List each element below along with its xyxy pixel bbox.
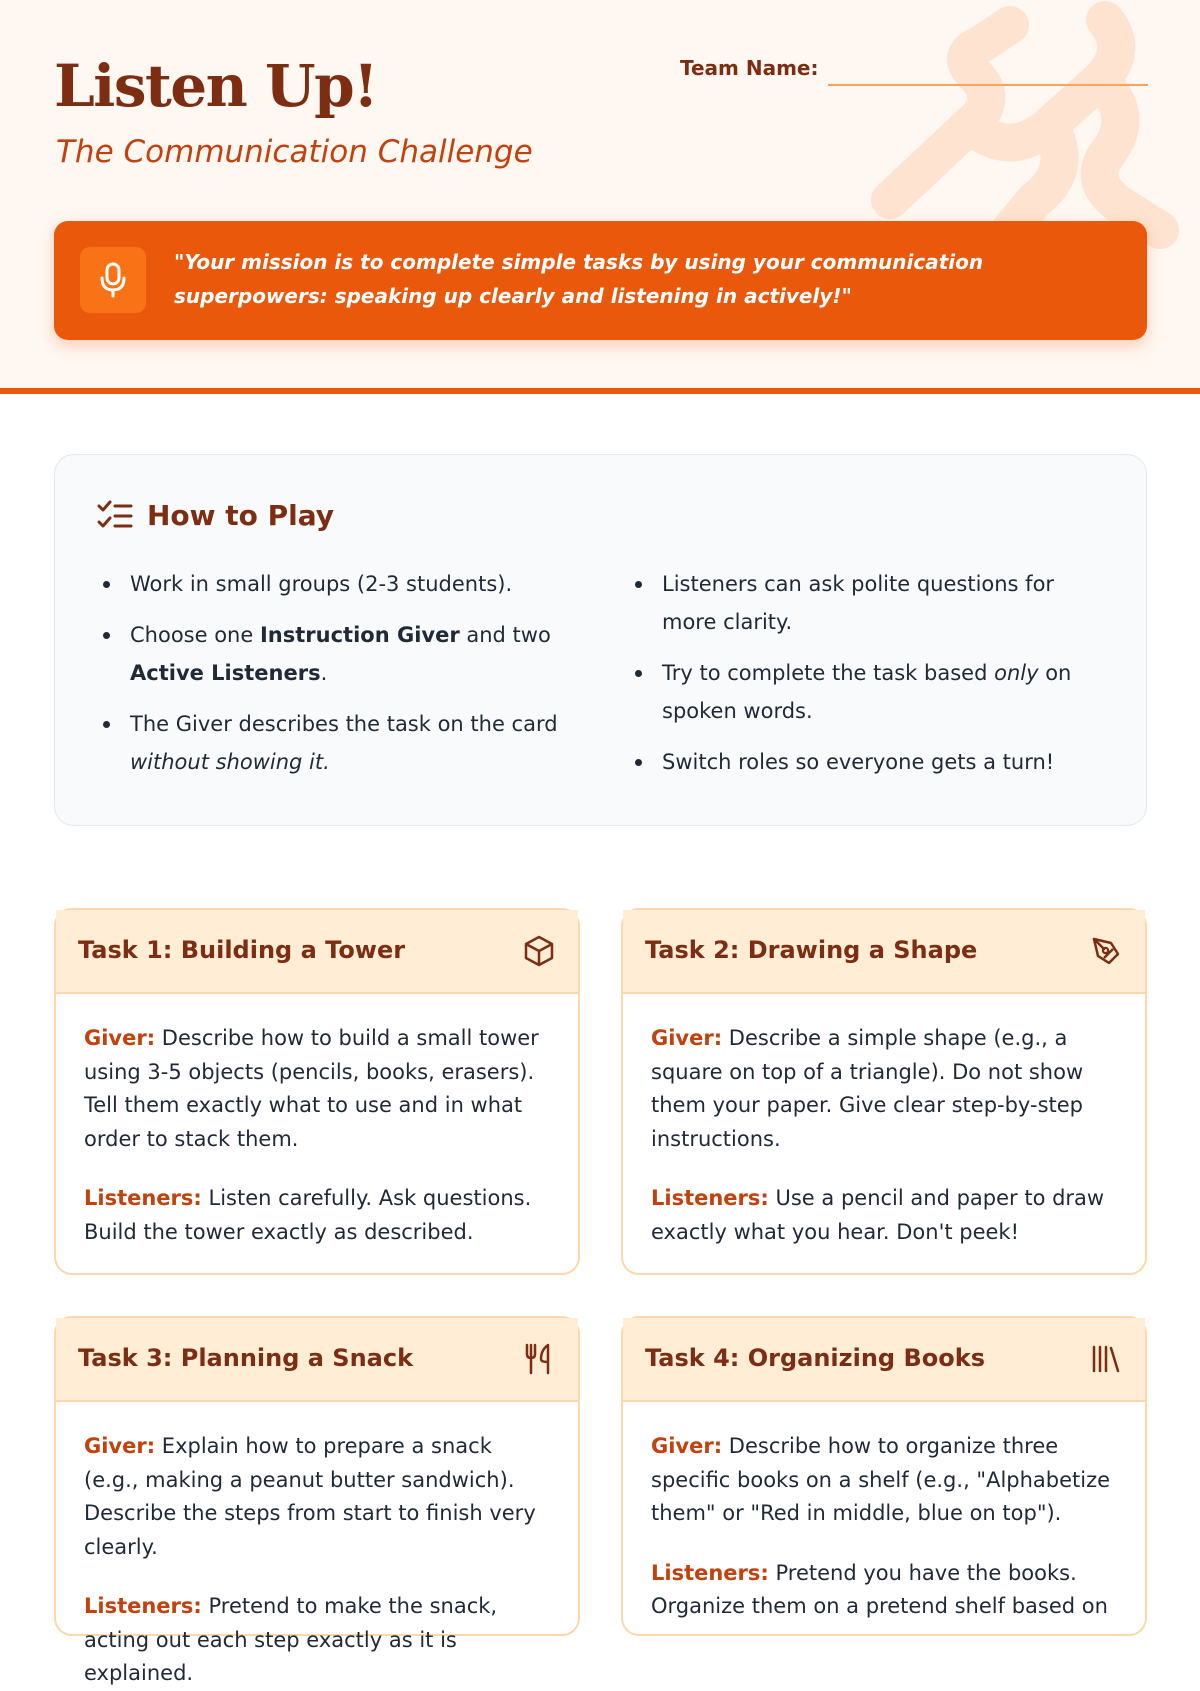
task-card-header <box>623 910 1145 994</box>
rule-item: Try to complete the task based only on spoken words. <box>632 654 1102 730</box>
task-card-3 <box>54 1316 580 1685</box>
task-title: Task 3: Planning a Snack <box>78 1344 414 1372</box>
task-card-2 <box>621 908 1147 1275</box>
rules-list-left <box>100 565 570 794</box>
task-body <box>623 994 1145 1249</box>
checklist-icon <box>97 500 133 532</box>
giver-instructions: Giver: Describe how to organize three specific books on a shelf (e.g., "Alphabetize them" or "Red in middle, blue on top"). <box>651 1434 1111 1525</box>
team-name-field[interactable] <box>828 84 1148 86</box>
task-card-header <box>56 1318 578 1402</box>
task-card-4 <box>621 1316 1147 1636</box>
team-name-label: Team Name: <box>680 56 819 80</box>
utensils-icon <box>522 1342 556 1376</box>
page-header <box>0 0 1200 394</box>
task-card-header <box>56 910 578 994</box>
listener-instructions: Listeners: Listen carefully. Ask questions. Build the tower exactly as described. <box>84 1186 532 1244</box>
giver-instructions: Giver: Explain how to prepare a snack (e.g., making a peanut butter sandwich). Describe the steps from start to finish very clearly. <box>84 1434 536 1559</box>
pen-nib-icon <box>1089 934 1123 968</box>
rule-item: Switch roles so everyone gets a turn! <box>632 743 1102 781</box>
task-card-header <box>623 1318 1145 1402</box>
puzzle-piece-icon <box>860 30 1190 240</box>
rules-list-right <box>632 565 1102 794</box>
rule-item: The Giver describes the task on the card without showing it. <box>100 705 570 781</box>
giver-instructions: Giver: Describe a simple shape (e.g., a square on top of a triangle). Do not show them your paper. Give clear step-by-step instructions. <box>651 1026 1084 1151</box>
task-body <box>56 1402 578 1691</box>
how-to-play-heading <box>97 499 334 532</box>
task-title: Task 1: Building a Tower <box>78 936 406 964</box>
rule-item: Listeners can ask polite questions for more clarity. <box>632 565 1102 641</box>
task-body <box>56 994 578 1249</box>
task-title: Task 4: Organizing Books <box>645 1344 985 1372</box>
giver-instructions: Giver: Describe how to build a small tower using 3-5 objects (pencils, books, erasers). Tell them exactly what to use and in what order to stack them. <box>84 1026 539 1151</box>
listener-instructions: Listeners: Pretend to make the snack, acting out each step exactly as it is explained. <box>84 1594 498 1685</box>
how-to-play-section <box>54 454 1147 826</box>
cube-icon <box>522 934 556 968</box>
page-title: Listen Up! <box>54 52 378 120</box>
how-to-play-title: How to Play <box>147 499 335 532</box>
listener-instructions: Listeners: Pretend you have the books. Organize them on a pretend shelf based on <box>651 1560 1108 1618</box>
page-subtitle: The Communication Challenge <box>56 134 533 170</box>
listener-instructions: Listeners: Use a pencil and paper to draw exactly what you hear. Don't peek! <box>651 1186 1105 1244</box>
task-card-1 <box>54 908 580 1275</box>
rule-item: Work in small groups (2-3 students). <box>100 565 570 603</box>
mission-quote: "Your mission is to complete simple tasks by using your communication superpowers: speaking up clearly and listening in actively!" <box>174 250 984 308</box>
mission-banner <box>54 221 1147 340</box>
task-title: Task 2: Drawing a Shape <box>645 936 978 964</box>
task-body <box>623 1402 1145 1624</box>
microphone-icon <box>80 247 146 313</box>
books-icon <box>1089 1342 1123 1376</box>
rule-item: Choose one Instruction Giver and two Active Listeners. <box>100 616 570 692</box>
